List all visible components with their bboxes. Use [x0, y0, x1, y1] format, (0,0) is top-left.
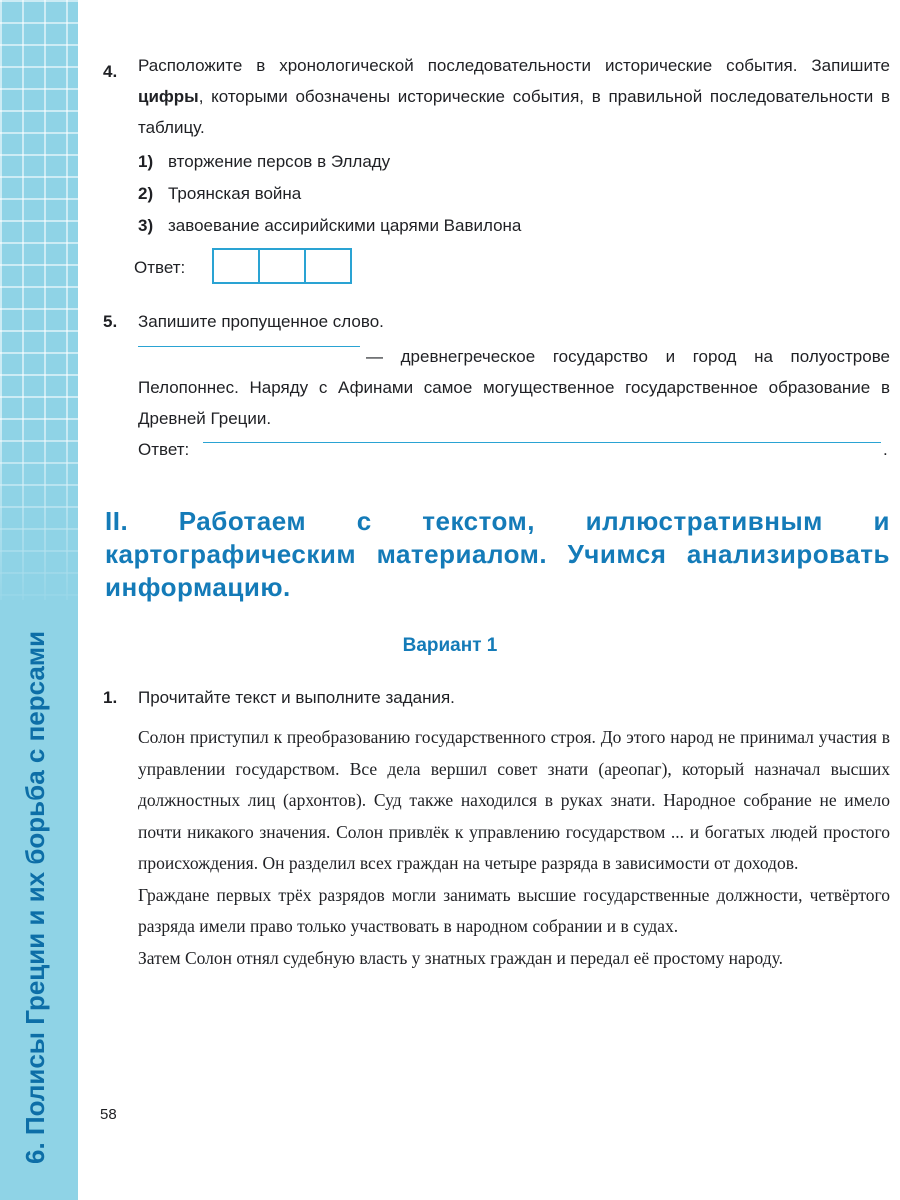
- reading-paragraph-2: Граждане первых трёх разрядов могли занимать высшие государственные должности, четвёртого разряда имели право только участвовать в народном собрании и в судах.: [138, 884, 890, 936]
- page-number: 58: [100, 1106, 117, 1123]
- question-4-number: 4.: [103, 62, 118, 81]
- question-4-item-3: 3) завоевание ассирийскими царями Вавилона: [138, 216, 522, 235]
- question-5-answer-label: Ответ:: [138, 440, 190, 459]
- answer-box-3[interactable]: [306, 250, 350, 282]
- reading-paragraph-1: Солон приступил к преобразованию государственного строя. До этого народ не принимал участия в управлении государством. Все дела вершил совет знати (ареопаг), который назначал высших должностных лиц (архонтов). Суд также находился в руках знати. Народное собрание не имело почти никакого значения. Солон привлёк к управлению государством ... и богатых людей простого происхождения. Он разделил всех граждан на четыре разряда в зависимости от доходов.: [138, 727, 890, 873]
- question-1-number: 1.: [103, 688, 118, 707]
- reading-passage: [138, 722, 890, 974]
- question-5-text: — древнегреческое государство и город на полуострове Пелопоннес. Наряду с Афинами самое могущественное государственное образование в Древней Греции.: [138, 347, 890, 428]
- sidebar: [0, 0, 78, 1200]
- question-4-item-2: 2) Троянская война: [138, 184, 302, 203]
- chapter-title: 6. Полисы Греции и их борьба с персами: [20, 630, 50, 1164]
- answer-box-1[interactable]: [214, 250, 260, 282]
- answer-box-2[interactable]: [260, 250, 306, 282]
- variant-title: Вариант 1: [402, 635, 498, 656]
- question-4-text: Расположите в хронологической последовательности исторические события. Запишите цифры, которыми обозначены исторические события, в правильной последовательности в таблицу.: [138, 56, 890, 137]
- question-1-prompt: Прочитайте текст и выполните задания.: [138, 688, 455, 707]
- section-heading: II. Работаем с текстом, иллюстративным и картографическим материалом. Учимся анализировать информацию.: [105, 506, 890, 602]
- question-5-prompt: Запишите пропущенное слово.: [138, 312, 384, 331]
- question-5-answer-line[interactable]: [203, 442, 881, 443]
- question-5-number: 5.: [103, 312, 118, 331]
- question-4-item-1: 1) вторжение персов в Элладу: [138, 152, 391, 171]
- question-4-answer-label: Ответ:: [134, 258, 186, 277]
- question-4-answer-boxes[interactable]: [212, 248, 352, 284]
- reading-paragraph-3: Затем Солон отнял судебную власть у знатных граждан и передал её простому народу.: [138, 947, 783, 968]
